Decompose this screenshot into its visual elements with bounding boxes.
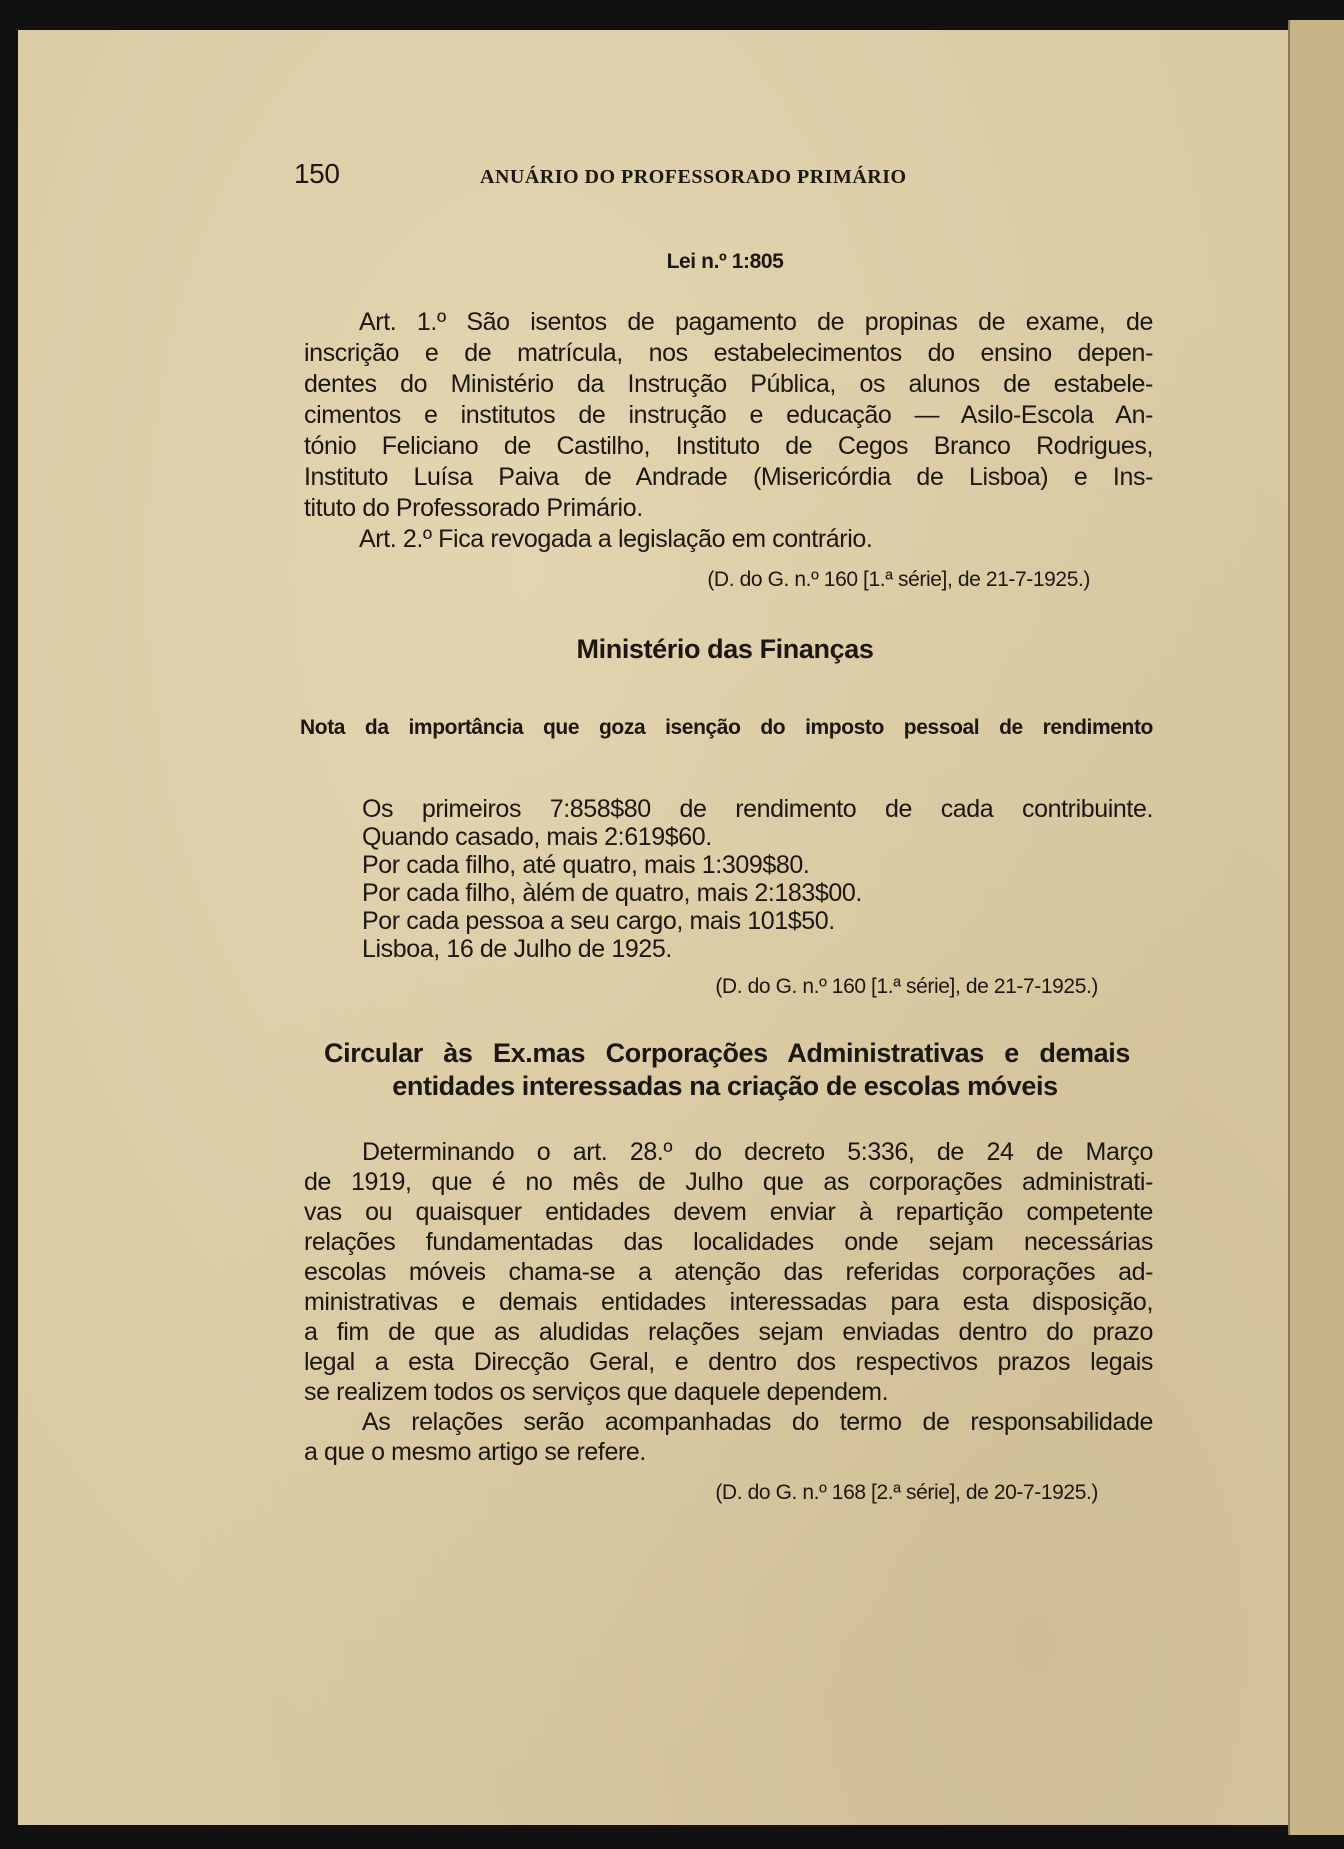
note-title: Nota da importância que goza isenção do imposto pessoal de rendimento — [300, 716, 1153, 739]
text-line: Por cada filho, até quatro, mais 1:309$80. — [362, 851, 810, 879]
text-line: Lisboa, 16 de Julho de 1925. — [362, 935, 672, 963]
text-line: se realizem todos os serviços que daquele dependem. — [304, 1378, 889, 1406]
text-line: vas ou quaisquer entidades devem enviar à repartição competente — [304, 1198, 1153, 1226]
text-line: Art. 2.º Fica revogada a legislação em contrário. — [359, 525, 873, 553]
text-line: de 1919, que é no mês de Julho que as corporações administrati- — [304, 1168, 1153, 1196]
finance-citation: (D. do G. n.º 160 [1.ª série], de 21-7-1925.) — [715, 975, 1098, 998]
text-line: Por cada pessoa a seu cargo, mais 101$50. — [362, 907, 835, 935]
text-line: ministrativas e demais entidades interessadas para esta disposição, — [304, 1288, 1153, 1316]
text-line: a que o mesmo artigo se refere. — [304, 1438, 646, 1466]
text-line: inscrição e de matrícula, nos estabelecimentos do ensino depen- — [304, 339, 1153, 367]
text-line: As relações serão acompanhadas do termo de responsabilidade — [362, 1408, 1153, 1436]
text-line: relações fundamentadas das localidades onde sejam necessárias — [304, 1228, 1153, 1256]
text-line: cimentos e institutos de instrução e educação — Asilo-Escola An- — [304, 401, 1153, 429]
text-line: Determinando o art. 28.º do decreto 5:336, de 24 de Março — [362, 1138, 1153, 1166]
text-line: Art. 1.º São isentos de pagamento de propinas de exame, de — [359, 308, 1153, 336]
text-line: Quando casado, mais 2:619$60. — [362, 823, 712, 851]
text-line: tónio Feliciano de Castilho, Instituto de Cegos Branco Rodrigues, — [304, 432, 1153, 460]
running-title: ANUÁRIO DO PROFESSORADO PRIMÁRIO — [480, 166, 907, 188]
circular-title-line-2: entidades interessadas na criação de escolas móveis — [392, 1071, 1058, 1101]
text-line: tituto do Professorado Primário. — [304, 494, 643, 522]
ministry-heading: Ministério das Finanças — [576, 634, 874, 664]
circular-title-line-1: Circular às Ex.mas Corporações Administrativas e demais — [324, 1038, 1130, 1068]
text-line: a fim de que as aludidas relações sejam enviadas dentro do prazo — [304, 1318, 1153, 1346]
text-line: dentes do Ministério da Instrução Pública, os alunos de estabele- — [304, 370, 1153, 398]
text-line: escolas móveis chama-se a atenção das referidas corporações ad- — [304, 1258, 1153, 1286]
text-line: Por cada filho, àlém de quatro, mais 2:183$00. — [362, 879, 862, 907]
page-number: 150 — [294, 158, 340, 189]
law-citation: (D. do G. n.º 160 [1.ª série], de 21-7-1925.) — [707, 568, 1090, 591]
adjacent-page-edge — [1288, 20, 1344, 1835]
text-line: Instituto Luísa Paiva de Andrade (Misericórdia de Lisboa) e Ins- — [304, 463, 1153, 491]
law-title: Lei n.º 1:805 — [666, 250, 784, 273]
text-line: Os primeiros 7:858$80 de rendimento de cada contribuinte. — [362, 795, 1153, 823]
text-line: legal a esta Direcção Geral, e dentro dos respectivos prazos legais — [304, 1348, 1153, 1376]
circular-citation: (D. do G. n.º 168 [2.ª série], de 20-7-1925.) — [715, 1481, 1098, 1504]
